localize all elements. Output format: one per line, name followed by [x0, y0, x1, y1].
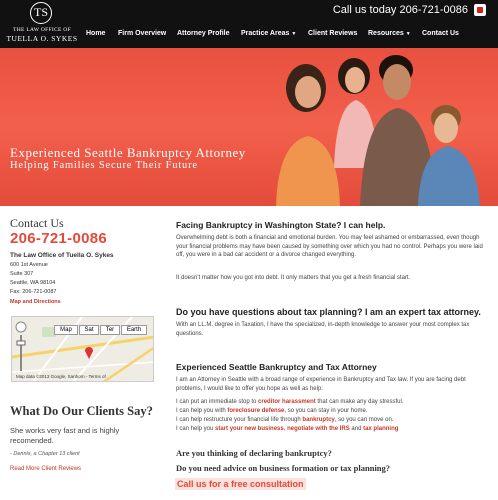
nav-practice-areas[interactable]: [241, 30, 296, 37]
list-text: I can help you with: [176, 408, 228, 414]
call-us-text: Call us today 206-721-0086: [332, 4, 468, 16]
list-item: [176, 416, 488, 425]
list-item: [176, 407, 488, 416]
section2-title: Do you have questions about tax planning? I am an expert tax attorney.: [176, 307, 481, 317]
map-directions-link[interactable]: Map and Directions: [10, 299, 61, 305]
address-street: 600 1st Avenue: [10, 262, 48, 268]
hero-banner: [0, 48, 498, 206]
bankruptcy-link[interactable]: bankruptcy: [302, 417, 335, 423]
irs-negotiation-link[interactable]: negotiate with the IRS: [287, 426, 350, 432]
logo-line2: TUELLA O. SYKES: [6, 34, 78, 43]
list-text: I can help restructure your financial life through: [176, 417, 303, 423]
quote-author: - Dennis, a Chapter 13 client: [10, 451, 80, 457]
section3-paragraph1: I am an Attorney in Seattle with a broad range of experience in Bankruptcy and Tax law. If you are facing debt problems, I would like to offer you hope as well as help:: [176, 377, 466, 392]
nav-firm-overview[interactable]: Firm Overview: [118, 30, 167, 37]
google-map[interactable]: [11, 316, 154, 382]
section1-paragraph1: Overwhelming debt is both a financial and emotional burden. You may feel ashamed or embarrassed, even though your financial problems may have been caused by something over which you had no control. Perhaps you were laid off, you were in a bad car accident or a divorce changed everything.: [176, 235, 483, 258]
list-item: [176, 398, 488, 407]
map-type-earth[interactable]: Earth: [121, 325, 147, 335]
client-quote: She works very fast and is highly recomended.: [10, 426, 120, 445]
map-type-ter[interactable]: Ter: [100, 325, 120, 335]
nav-home[interactable]: Home: [86, 30, 106, 37]
new-business-link[interactable]: start your new business: [215, 426, 284, 432]
clients-title: What Do Our Clients Say?: [10, 404, 153, 418]
list-text: ,: [283, 426, 288, 432]
list-item: [176, 425, 488, 434]
map-type-sat[interactable]: Sat: [79, 325, 99, 335]
hero-subtitle: Helping Families Secure Their Future: [10, 160, 198, 171]
section1-paragraph2: It doesn't matter how you got into debt. It only matters that you get a fresh financial start.: [176, 275, 411, 281]
top-bar: [0, 0, 498, 48]
chevron-down-icon: ▼: [405, 31, 411, 37]
list-text: and: [349, 426, 364, 432]
list-text: , so you can stay in your home.: [284, 408, 368, 414]
tax-planning-link[interactable]: tax planning: [363, 426, 399, 432]
section2-paragraph1: With an LL.M. degree in Taxation, I have the specialized, in-depth knowledge to answer your most complex tax questions.: [176, 322, 470, 337]
contact-title: Contact Us: [10, 216, 64, 230]
logo-monogram: TS: [30, 2, 52, 24]
firm-name: The Law Office of Tuella O. Sykes: [10, 252, 114, 259]
firm-logo[interactable]: [6, 2, 78, 46]
chevron-down-icon: ▼: [291, 31, 297, 37]
question-bankruptcy: Are you thinking of declaring bankruptcy?: [176, 448, 332, 458]
section3-title: Experienced Seattle Bankruptcy and Tax Attorney: [176, 362, 377, 372]
map-copyright: Map data ©2013 Google, Sanborn - Terms of: [16, 374, 106, 379]
nav-resources-label: Resources: [368, 30, 404, 37]
foreclosure-defense-link[interactable]: foreclosure defense: [227, 408, 285, 414]
nav-contact-us[interactable]: Contact Us: [422, 30, 459, 37]
read-more-reviews-link[interactable]: Read More Client Reviews: [10, 466, 82, 472]
list-text: I can put an immediate stop to: [176, 399, 259, 405]
contact-phone[interactable]: 206-721-0086: [10, 230, 108, 247]
list-text: , so you can move on.: [334, 417, 394, 423]
section1-title: Facing Bankruptcy in Washington State? I can help.: [176, 220, 386, 230]
address-city: Seattle, WA 98104: [10, 280, 56, 286]
phone-icon: [474, 4, 486, 16]
family-photo: [268, 48, 498, 206]
hero-title: Experienced Seattle Bankruptcy Attorney: [10, 145, 246, 160]
creditor-harassment-link[interactable]: creditor harassment: [258, 399, 316, 405]
address-fax: Fax: 206-721-0087: [10, 289, 57, 295]
address-suite: Suite 307: [10, 271, 34, 277]
logo-line1: THE LAW OFFICE OF: [13, 27, 71, 33]
map-pin-icon[interactable]: [84, 345, 94, 359]
nav-client-reviews[interactable]: Client Reviews: [308, 30, 358, 37]
nav-resources[interactable]: [368, 30, 411, 37]
free-consultation-button[interactable]: Call us for a free consultation: [177, 479, 304, 489]
nav-attorney-profile[interactable]: Attorney Profile: [177, 30, 230, 37]
list-text: I can help you: [176, 426, 216, 432]
map-zoom-control[interactable]: [15, 321, 27, 377]
nav-practice-areas-label: Practice Areas: [241, 30, 290, 37]
map-type-map[interactable]: Map: [54, 325, 78, 335]
list-text: that can make any day stressful.: [315, 399, 404, 405]
question-business: Do you need advice on business formation or tax planning?: [176, 463, 391, 473]
